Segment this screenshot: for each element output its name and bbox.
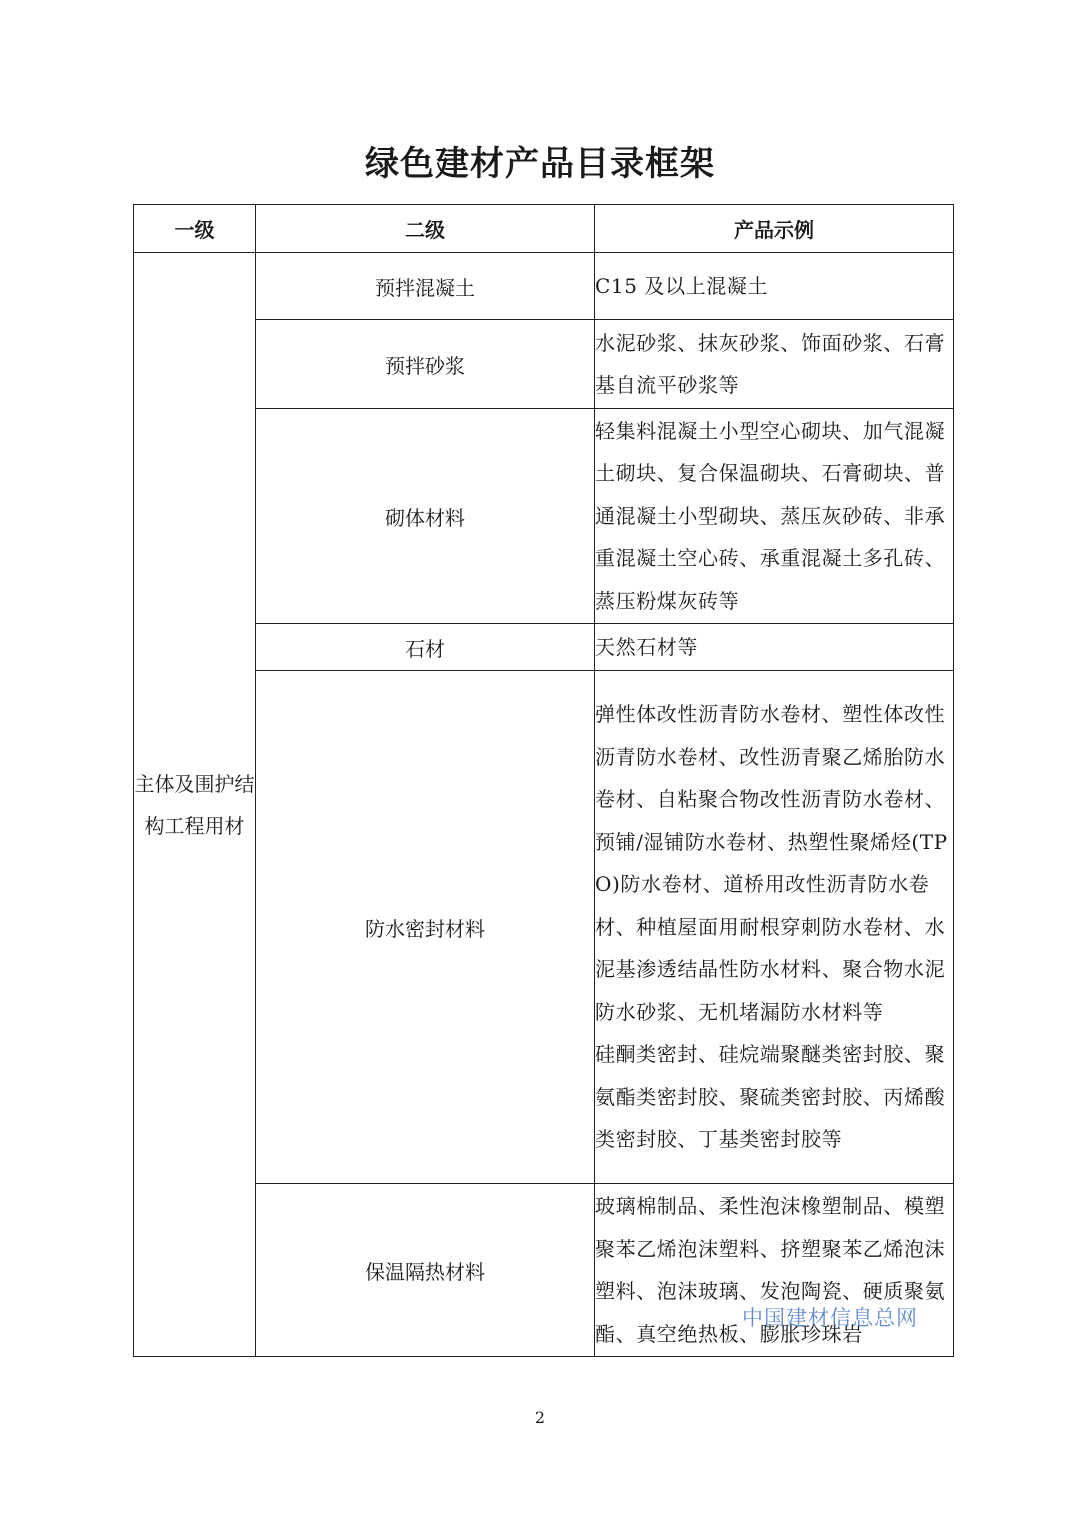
level2-category: 预拌砂浆 xyxy=(256,320,595,409)
product-examples-text: 天然石材等 xyxy=(595,634,698,659)
level1-category: 主体及围护结构工程用材 xyxy=(134,253,256,1357)
product-examples-text: C15 及以上混凝土 xyxy=(595,273,769,298)
level2-category: 预拌混凝土 xyxy=(256,253,595,320)
table-row xyxy=(134,253,954,320)
product-examples xyxy=(595,253,954,320)
product-examples xyxy=(595,409,954,624)
page-title: 绿色建材产品目录框架 xyxy=(365,144,715,184)
level2-category: 石材 xyxy=(256,624,595,671)
catalog-table xyxy=(133,204,954,1357)
watermark: 中国建材信息总网 xyxy=(742,1306,918,1330)
level2-category: 砌体材料 xyxy=(256,409,595,624)
level2-category: 保温隔热材料 xyxy=(256,1184,595,1357)
header-level1: 一级 xyxy=(134,205,256,253)
product-examples-text: 硅酮类密封、硅烷端聚醚类密封胶、聚氨酯类密封胶、聚硫类密封胶、丙烯酸类密封胶、丁基类密封胶等 xyxy=(595,1042,946,1152)
table-row xyxy=(134,409,954,624)
table-header-row xyxy=(134,205,954,253)
header-examples: 产品示例 xyxy=(595,205,954,253)
product-examples-text: 轻集料混凝土小型空心砌块、加气混凝土砌块、复合保温砌块、石膏砌块、普通混凝土小型砌块、蒸压灰砂砖、非承重混凝土空心砖、承重混凝土多孔砖、蒸压粉煤灰砖等 xyxy=(595,418,946,613)
table-row xyxy=(134,320,954,409)
product-examples xyxy=(595,320,954,409)
product-examples xyxy=(595,624,954,671)
product-examples-text: 水泥砂浆、抹灰砂浆、饰面砂浆、石膏基自流平砂浆等 xyxy=(595,330,946,397)
product-examples-text: 玻璃棉制品、柔性泡沫橡塑制品、模塑聚苯乙烯泡沫塑料、挤塑聚苯乙烯泡沫塑料、泡沫玻璃、发泡陶瓷、硬质聚氨酯、真空绝热板、膨胀珍珠岩 xyxy=(595,1194,946,1346)
table-row xyxy=(134,624,954,671)
header-level2: 二级 xyxy=(256,205,595,253)
product-examples xyxy=(595,671,954,1184)
level2-category: 防水密封材料 xyxy=(256,671,595,1184)
page-number: 2 xyxy=(534,1408,546,1427)
table-row xyxy=(134,671,954,1184)
product-examples-text: 弹性体改性沥青防水卷材、塑性体改性沥青防水卷材、改性沥青聚乙烯胎防水卷材、自粘聚合物改性沥青防水卷材、预铺/湿铺防水卷材、热塑性聚烯烃(TPO)防水卷材、道桥用改性沥青防水卷材、种植屋面用耐根穿刺防水卷材、水泥基渗透结晶性防水材料、聚合物水泥防水砂浆、无机堵漏防水材料等 xyxy=(595,702,948,1024)
